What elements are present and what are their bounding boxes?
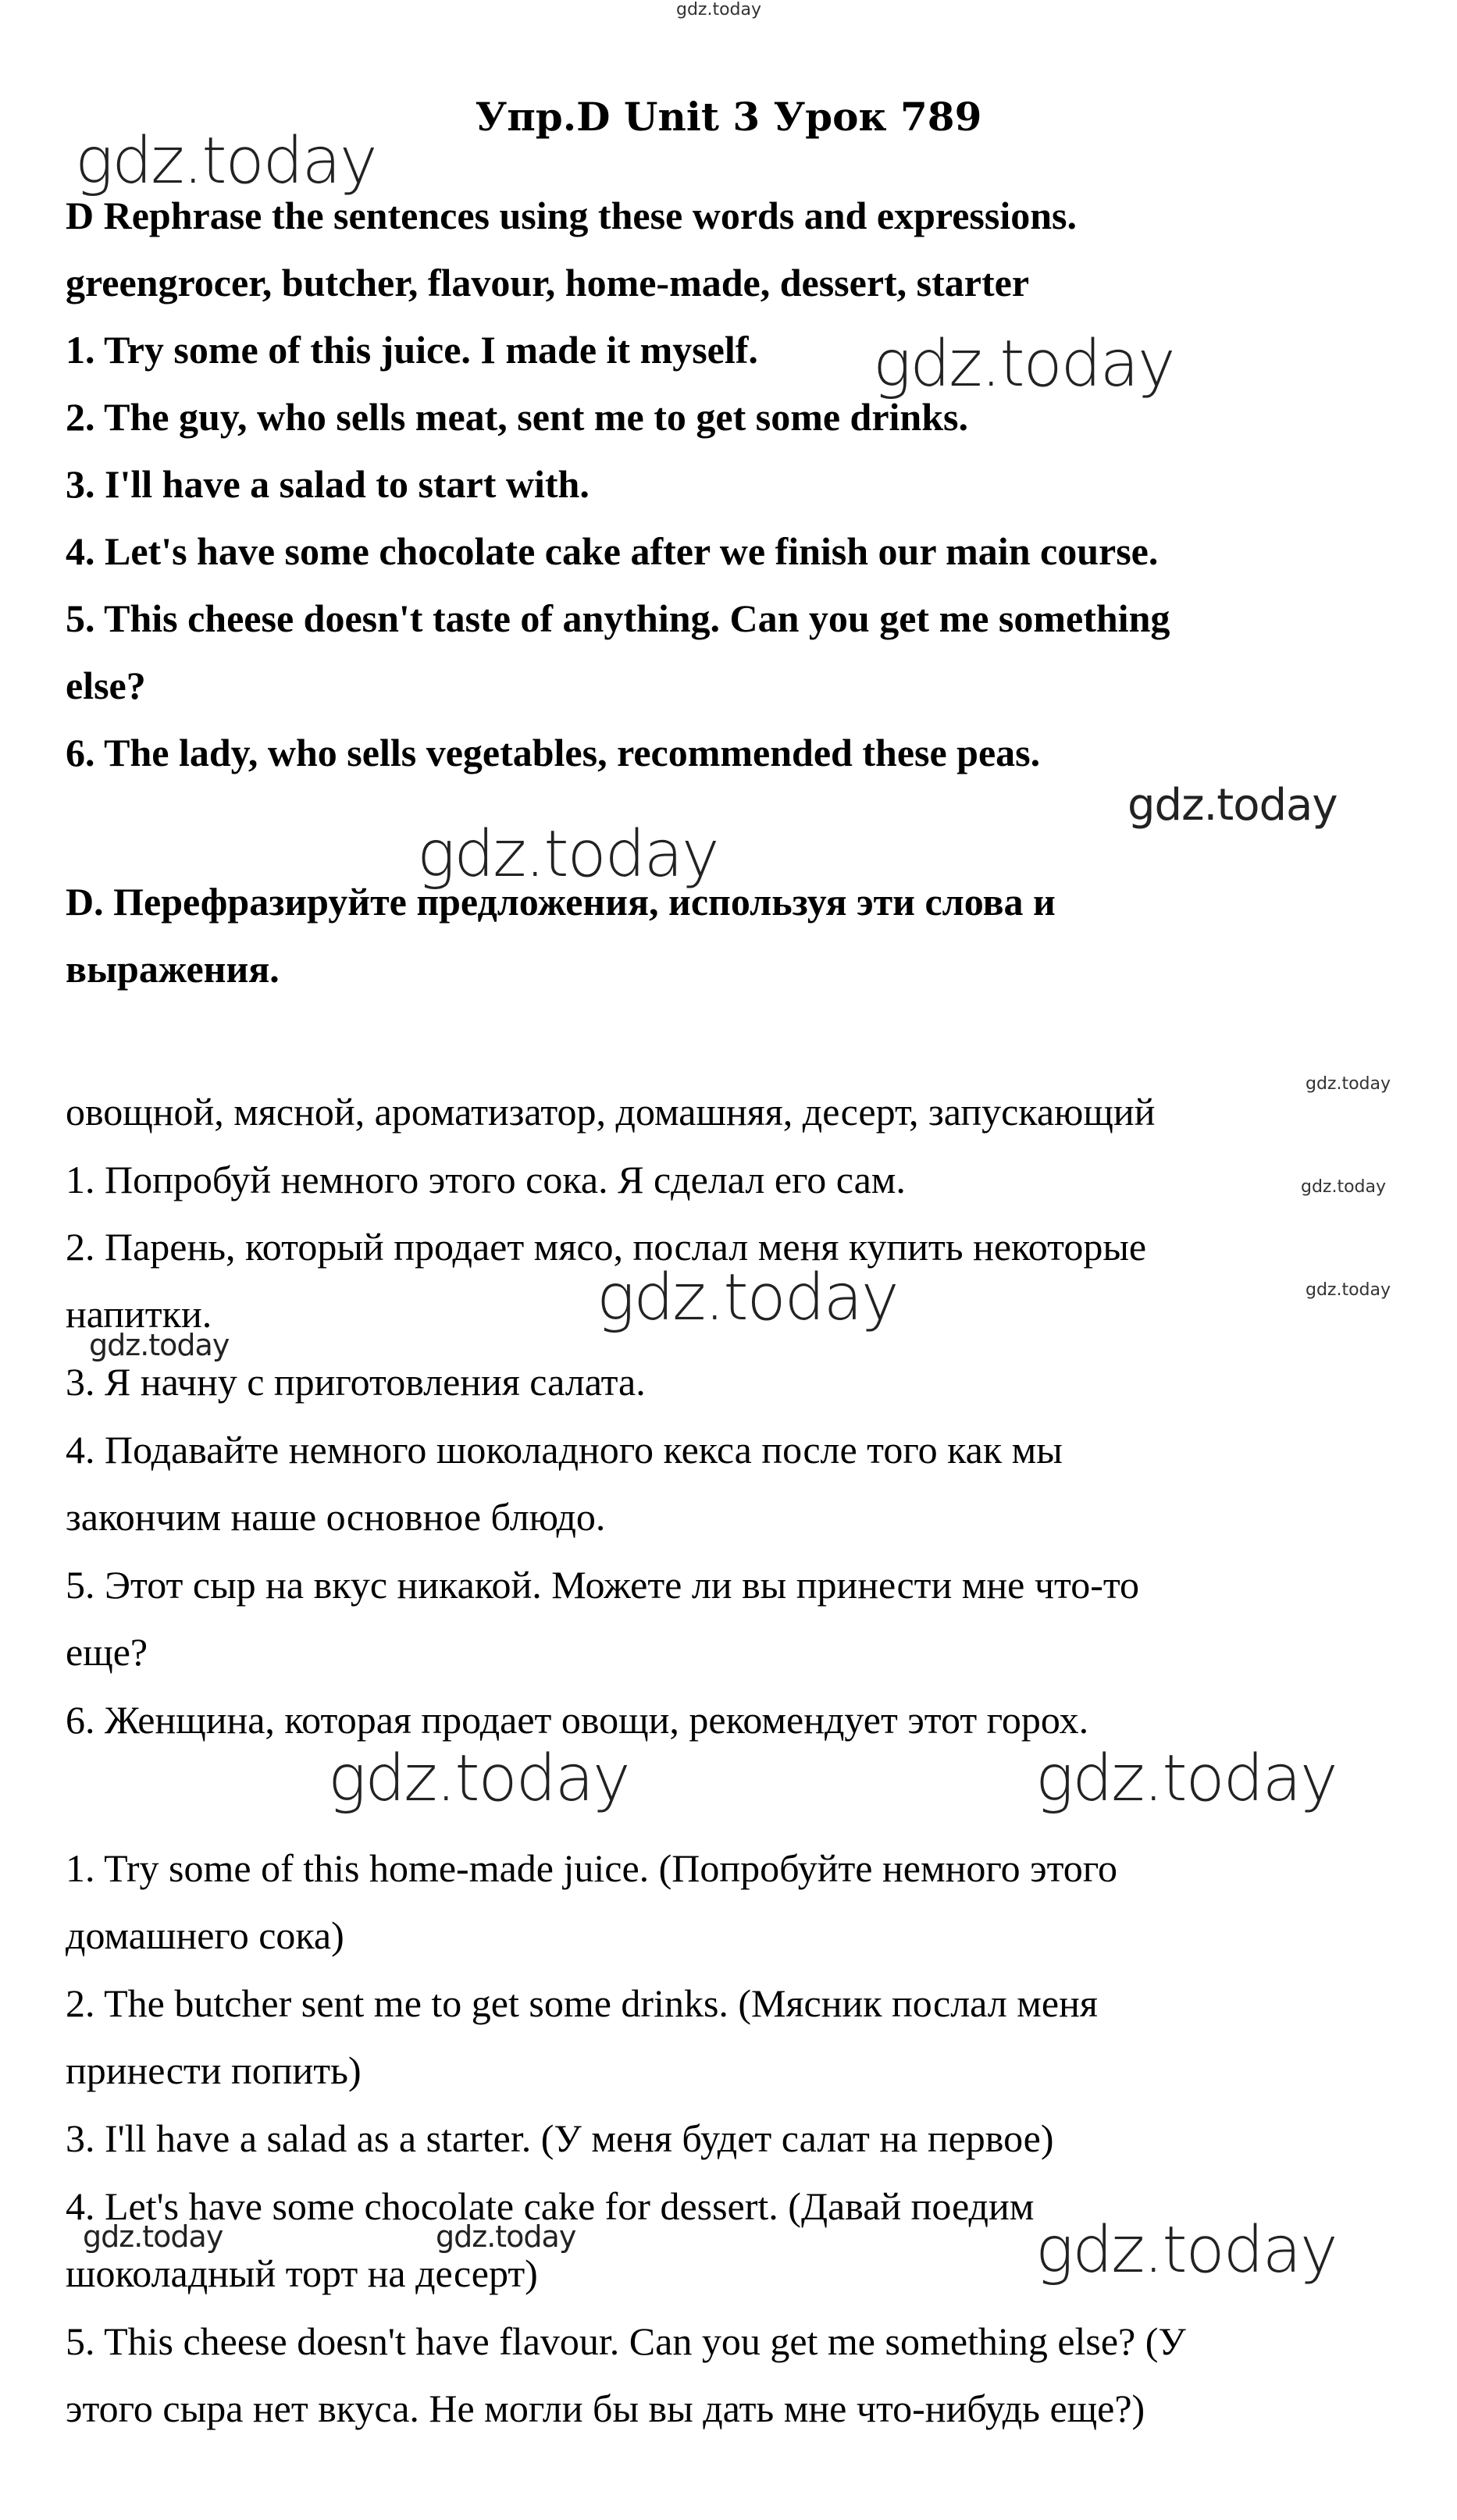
russian-instruction: выражения.	[66, 947, 280, 991]
answer-line: шоколадный торт на десерт)	[66, 2251, 538, 2295]
watermark: gdz.today	[1127, 780, 1338, 831]
watermark: gdz.today	[1035, 1742, 1337, 1816]
russian-sentence: закончим наше основное блюдо.	[66, 1495, 606, 1539]
russian-sentence: 4. Подавайте немного шоколадного кекса после того как мы	[66, 1428, 1063, 1472]
russian-sentence: еще?	[66, 1630, 148, 1674]
watermark-top: gdz.today	[676, 0, 762, 20]
english-sentence: 6. The lady, who sells vegetables, recommended these peas.	[66, 731, 1041, 774]
watermark: gdz.today	[75, 124, 376, 198]
english-sentence: 4. Let's have some chocolate cake after we finish our main course.	[66, 529, 1159, 573]
english-word-list: greengrocer, butcher, flavour, home-made, dessert, starter	[66, 261, 1030, 304]
watermark: gdz.today	[1301, 1177, 1387, 1197]
watermark: gdz.today	[1306, 1074, 1391, 1094]
russian-sentence: 1. Попробуй немного этого сока. Я сделал его сам.	[66, 1158, 906, 1201]
russian-sentence: 2. Парень, который продает мясо, послал меня купить некоторые	[66, 1225, 1147, 1269]
watermark: gdz.today	[89, 1328, 230, 1362]
english-sentence: 3. I'll have a salad to start with.	[66, 462, 590, 506]
answer-line: 5. This cheese doesn't have flavour. Can you get me something else? (У	[66, 2319, 1186, 2363]
answer-line: 2. The butcher sent me to get some drinks. (Мясник послал меня	[66, 1981, 1098, 2025]
russian-word-list: овощной, мясной, ароматизатор, домашняя, десерт, запускающий	[66, 1090, 1156, 1134]
watermark: gdz.today	[328, 1742, 629, 1816]
english-instruction: D Rephrase the sentences using these words and expressions.	[66, 194, 1077, 237]
english-sentence: 5. This cheese doesn't taste of anything. Can you get me something	[66, 596, 1170, 640]
answer-line: 3. I'll have a salad as a starter. (У меня будет салат на первое)	[66, 2116, 1054, 2160]
russian-instruction: D. Перефразируйте предложения, используя эти слова и	[66, 880, 1056, 924]
russian-sentence: 5. Этот сыр на вкус никакой. Можете ли вы принести мне что-то	[66, 1563, 1140, 1607]
watermark: gdz.today	[417, 817, 718, 892]
russian-sentence: 6. Женщина, которая продает овощи, рекомендует этот горох.	[66, 1698, 1089, 1742]
answer-line: 4. Let's have some chocolate cake for dessert. (Давай поедим	[66, 2184, 1035, 2228]
page-title: Упр.D Unit 3 Урок 789	[475, 94, 982, 140]
russian-sentence: 3. Я начну с приготовления салата.	[66, 1360, 646, 1404]
english-sentence: 1. Try some of this juice. I made it myself.	[66, 328, 758, 372]
russian-sentence: напитки.	[66, 1292, 212, 1336]
watermark: gdz.today	[1306, 1280, 1391, 1300]
english-sentence: else?	[66, 664, 146, 707]
watermark: gdz.today	[1035, 2213, 1337, 2287]
watermark: gdz.today	[436, 2219, 576, 2254]
english-sentence: 2. The guy, who sells meat, sent me to get some drinks.	[66, 395, 969, 439]
answer-line: домашнего сока)	[66, 1913, 344, 1957]
watermark: gdz.today	[597, 1261, 898, 1335]
watermark: gdz.today	[873, 327, 1174, 401]
answer-line: принести попить)	[66, 2048, 362, 2092]
answer-line: 1. Try some of this home-made juice. (Попробуйте немного этого	[66, 1846, 1118, 1890]
answer-line: этого сыра нет вкуса. Не могли бы вы дать мне что-нибудь еще?)	[66, 2387, 1145, 2430]
watermark: gdz.today	[83, 2219, 223, 2254]
